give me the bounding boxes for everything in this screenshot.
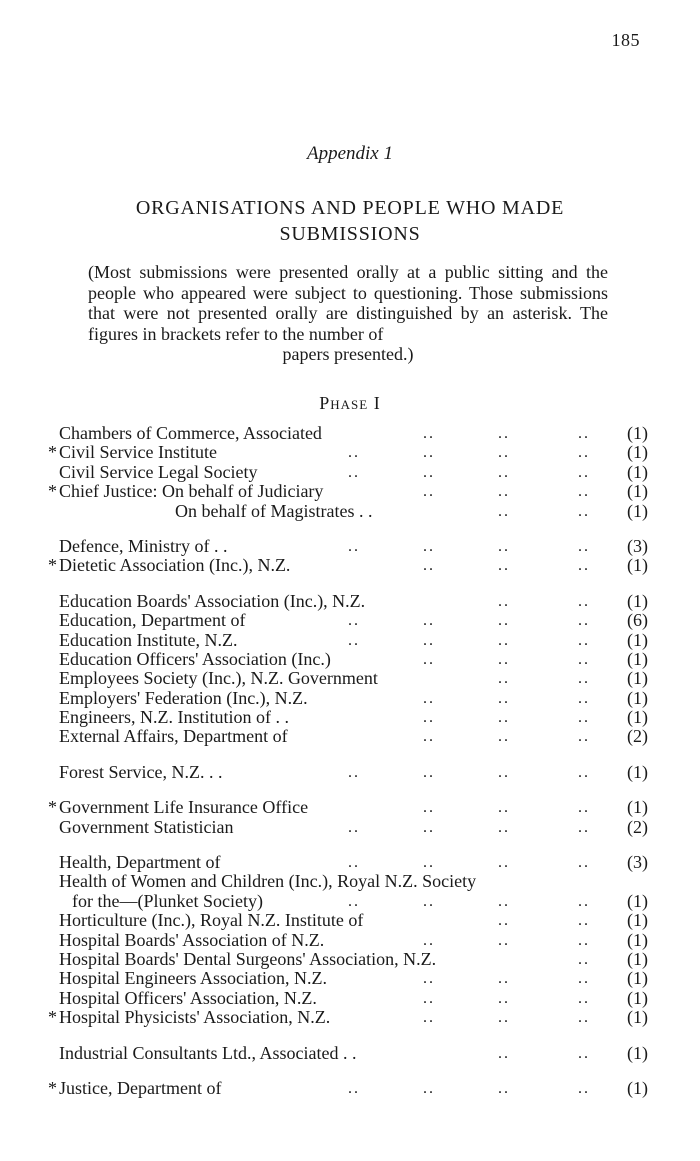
leader-dot: .. (423, 425, 435, 442)
entry-name: Hospital Physicists' Association, N.Z. (59, 1007, 331, 1028)
leader-dot: .. (498, 483, 510, 501)
leader-dots (48, 592, 608, 611)
leader-dot: .. (348, 854, 360, 872)
leader-dot: .. (498, 670, 510, 688)
leader-dot: .. (423, 557, 435, 575)
list-item (48, 592, 648, 611)
leader-dot: .. (423, 483, 435, 501)
intro-text: (Most submissions were presented orally at a public sitting and the people who appeared were subject to questioning. Those submissions that were not presented orally are distinguished by an asterisk. The figures in brackets refer to the number of (88, 262, 608, 344)
list-item (48, 931, 648, 950)
list-item (48, 892, 648, 911)
leader-dot: .. (423, 892, 435, 910)
paper-count: (1) (627, 629, 648, 650)
entry-name: Education Officers' Association (Inc.) (59, 648, 331, 669)
list-item (48, 911, 648, 930)
leader-dots (48, 911, 608, 930)
leader-dot: .. (498, 1079, 510, 1097)
leader-dot: .. (498, 592, 510, 610)
entry-name: External Affairs, Department of (59, 726, 288, 747)
list-item (48, 611, 648, 630)
entry-group (48, 763, 648, 782)
leader-dot: .. (578, 592, 590, 610)
paper-count: (1) (627, 648, 648, 669)
leader-dot: .. (578, 537, 590, 555)
page-number: 185 (611, 30, 640, 50)
leader-dots (48, 708, 608, 727)
asterisk-marker: * (48, 1077, 57, 1098)
leader-dot: .. (498, 631, 510, 649)
entry-name: On behalf of Magistrates . . (175, 500, 373, 521)
list-item (48, 1044, 648, 1063)
leader-dot: .. (498, 763, 510, 781)
leader-dots (48, 482, 608, 501)
leader-dot: .. (498, 1009, 510, 1027)
entry-name: Civil Service Legal Society (59, 461, 258, 482)
leader-dot: .. (498, 709, 510, 727)
list-item (48, 502, 648, 521)
paper-count: (6) (627, 610, 648, 631)
paper-count: (2) (627, 726, 648, 747)
entry-group (48, 537, 648, 576)
list-item (48, 763, 648, 782)
leader-dots (48, 1008, 608, 1027)
paper-count: (1) (627, 1042, 648, 1063)
list-item (48, 798, 648, 817)
leader-dot: .. (578, 950, 590, 968)
paper-count: (1) (627, 929, 648, 950)
entry-name: Health of Women and Children (Inc.), Royal N.Z. Society (59, 871, 477, 892)
leader-dot: .. (578, 463, 590, 481)
entry-name: Defence, Ministry of . . (59, 535, 228, 556)
list-item (48, 969, 648, 988)
paper-count: (1) (627, 797, 648, 818)
leader-dots (48, 969, 608, 988)
leader-dot: .. (348, 444, 360, 462)
submissions-list (48, 424, 648, 1114)
leader-dot: .. (578, 970, 590, 988)
entry-name: Hospital Boards' Association of N.Z. (59, 929, 325, 950)
entry-name: for the—(Plunket Society) (72, 890, 263, 911)
leader-dot: .. (578, 502, 590, 520)
entry-name: Education Institute, N.Z. (59, 629, 238, 650)
paper-count: (1) (627, 442, 648, 463)
entry-name: Hospital Boards' Dental Surgeons' Association, N.Z. (59, 948, 437, 969)
leader-dots (48, 853, 608, 872)
paper-count: (1) (627, 890, 648, 911)
entry-group (48, 424, 648, 521)
leader-dots (48, 556, 608, 575)
list-item (48, 950, 648, 969)
leader-dot: .. (498, 612, 510, 630)
leader-dot: .. (423, 444, 435, 462)
list-item (48, 443, 648, 462)
leader-dot: .. (578, 989, 590, 1007)
leader-dots (48, 950, 608, 969)
leader-dot: .. (498, 912, 510, 930)
paper-count: (1) (627, 423, 648, 443)
leader-dots (48, 989, 608, 1008)
leader-dots (48, 650, 608, 669)
leader-dot: .. (498, 728, 510, 746)
leader-dot: .. (578, 1009, 590, 1027)
leader-dot: .. (423, 537, 435, 555)
asterisk-marker: * (48, 481, 57, 502)
entry-group (48, 798, 648, 837)
leader-dots (48, 611, 608, 630)
entry-name: Civil Service Institute (59, 442, 217, 463)
leader-dots (48, 463, 608, 482)
list-item (48, 631, 648, 650)
leader-dot: .. (498, 502, 510, 520)
leader-dots (48, 763, 608, 782)
leader-dot: .. (578, 931, 590, 949)
leader-dot: .. (423, 612, 435, 630)
leader-dot: .. (423, 763, 435, 781)
entry-name: Forest Service, N.Z. . . (59, 761, 223, 782)
leader-dot: .. (578, 689, 590, 707)
leader-dots (48, 1044, 608, 1063)
leader-dot: .. (423, 631, 435, 649)
leader-dots (48, 818, 608, 837)
leader-dot: .. (578, 670, 590, 688)
leader-dot: .. (423, 799, 435, 817)
paper-count: (1) (627, 1007, 648, 1028)
leader-dot: .. (423, 818, 435, 836)
leader-dots (48, 537, 608, 556)
paper-count: (1) (627, 555, 648, 576)
entry-group (48, 1079, 648, 1098)
paper-count: (1) (627, 761, 648, 782)
paper-count: (1) (627, 707, 648, 728)
leader-dot: .. (348, 463, 360, 481)
list-item (48, 853, 648, 872)
entry-name: Government Life Insurance Office (59, 797, 309, 818)
leader-dot: .. (423, 970, 435, 988)
leader-dot: .. (498, 444, 510, 462)
entry-name: Chief Justice: On behalf of Judiciary (59, 481, 324, 502)
leader-dot: .. (578, 799, 590, 817)
intro-last-line: papers presented.) (282, 344, 414, 364)
leader-dot: .. (423, 1079, 435, 1097)
leader-dots (48, 443, 608, 462)
paper-count: (3) (627, 852, 648, 873)
intro-paragraph (88, 262, 608, 365)
leader-dot: .. (578, 650, 590, 668)
paper-count: (2) (627, 816, 648, 837)
entry-name: Justice, Department of (59, 1077, 222, 1098)
asterisk-marker: * (48, 442, 57, 463)
leader-dot: .. (498, 1044, 510, 1062)
leader-dots (48, 872, 608, 891)
list-item (48, 708, 648, 727)
entry-name: Dietetic Association (Inc.), N.Z. (59, 555, 291, 576)
list-item (48, 989, 648, 1008)
leader-dot: .. (498, 931, 510, 949)
leader-dot: .. (423, 650, 435, 668)
leader-dot: .. (578, 483, 590, 501)
entry-name: Employees Society (Inc.), N.Z. Government (59, 668, 378, 689)
paper-count: (1) (627, 668, 648, 689)
leader-dot: .. (348, 818, 360, 836)
leader-dot: .. (498, 892, 510, 910)
entry-group (48, 853, 648, 1028)
leader-dot: .. (348, 1079, 360, 1097)
leader-dot: .. (578, 1044, 590, 1062)
entry-name: Engineers, N.Z. Institution of . . (59, 707, 289, 728)
paper-count: (1) (627, 1077, 648, 1098)
leader-dot: .. (498, 854, 510, 872)
paper-count: (1) (627, 500, 648, 521)
list-item (48, 537, 648, 556)
list-item (48, 482, 648, 501)
leader-dot: .. (498, 650, 510, 668)
paper-count: (1) (627, 590, 648, 611)
leader-dot: .. (423, 463, 435, 481)
list-item (48, 818, 648, 837)
leader-dot: .. (498, 818, 510, 836)
paper-count: (1) (627, 481, 648, 502)
entry-group (48, 1044, 648, 1063)
asterisk-marker: * (48, 1007, 57, 1028)
phase-heading: Phase I (319, 393, 381, 413)
entry-name: Government Statistician (59, 816, 234, 837)
leader-dots (48, 669, 608, 688)
entry-name: Employers' Federation (Inc.), N.Z. (59, 687, 308, 708)
appendix-label: Appendix 1 (306, 143, 393, 164)
entry-name: Hospital Officers' Association, N.Z. (59, 987, 317, 1008)
leader-dot: .. (498, 689, 510, 707)
page-title: ORGANISATIONS AND PEOPLE WHO MADE SUBMISSIONS (135, 197, 565, 245)
paper-count: (1) (627, 461, 648, 482)
leader-dot: .. (578, 818, 590, 836)
asterisk-marker: * (48, 797, 57, 818)
leader-dot: .. (498, 557, 510, 575)
entry-name: Hospital Engineers Association, N.Z. (59, 968, 327, 989)
list-item (48, 556, 648, 575)
leader-dot: .. (578, 763, 590, 781)
leader-dot: .. (498, 463, 510, 481)
paper-count: (1) (627, 948, 648, 969)
leader-dots (48, 689, 608, 708)
leader-dots (48, 727, 608, 746)
leader-dot: .. (578, 892, 590, 910)
list-item (48, 1008, 648, 1027)
leader-dot: .. (498, 970, 510, 988)
leader-dots (48, 631, 608, 650)
list-item (48, 1079, 648, 1098)
entry-name: Education Boards' Association (Inc.), N.Z. (59, 590, 366, 611)
leader-dot: .. (578, 612, 590, 630)
entry-name: Education, Department of (59, 610, 246, 631)
paper-count: (1) (627, 910, 648, 931)
list-item (48, 424, 648, 443)
leader-dot: .. (423, 709, 435, 727)
list-item (48, 669, 648, 688)
paper-count: (1) (627, 687, 648, 708)
entry-name: Industrial Consultants Ltd., Associated . . (59, 1042, 357, 1063)
leader-dot: .. (423, 689, 435, 707)
leader-dots (48, 798, 608, 817)
leader-dots (48, 931, 608, 950)
list-item (48, 872, 648, 891)
leader-dot: .. (578, 912, 590, 930)
leader-dot: .. (498, 537, 510, 555)
asterisk-marker: * (48, 555, 57, 576)
leader-dots (48, 502, 608, 521)
leader-dot: .. (423, 854, 435, 872)
leader-dot: .. (498, 799, 510, 817)
paper-count: (1) (627, 968, 648, 989)
leader-dot: .. (423, 1009, 435, 1027)
entry-group (48, 592, 648, 747)
leader-dot: .. (348, 892, 360, 910)
leader-dots (48, 892, 608, 911)
entry-name: Horticulture (Inc.), Royal N.Z. Institute of (59, 910, 364, 931)
leader-dot: .. (423, 989, 435, 1007)
paper-count: (3) (627, 535, 648, 556)
leader-dots (48, 1079, 608, 1098)
leader-dot: .. (578, 728, 590, 746)
paper-count: (1) (627, 987, 648, 1008)
leader-dot: .. (578, 557, 590, 575)
leader-dot: .. (578, 631, 590, 649)
list-item (48, 727, 648, 746)
leader-dot: .. (348, 763, 360, 781)
leader-dot: .. (498, 425, 510, 442)
leader-dot: .. (578, 709, 590, 727)
leader-dot: .. (498, 989, 510, 1007)
leader-dot: .. (578, 1079, 590, 1097)
leader-dot: .. (423, 931, 435, 949)
leader-dot: .. (348, 631, 360, 649)
leader-dots (48, 424, 608, 443)
leader-dot: .. (348, 537, 360, 555)
entry-name: Health, Department of (59, 852, 221, 873)
list-item (48, 650, 648, 669)
leader-dot: .. (578, 425, 590, 442)
leader-dot: .. (578, 854, 590, 872)
entry-name: Chambers of Commerce, Associated (59, 423, 322, 443)
leader-dot: .. (578, 444, 590, 462)
leader-dot: .. (348, 612, 360, 630)
leader-dot: .. (423, 728, 435, 746)
list-item (48, 463, 648, 482)
list-item (48, 689, 648, 708)
